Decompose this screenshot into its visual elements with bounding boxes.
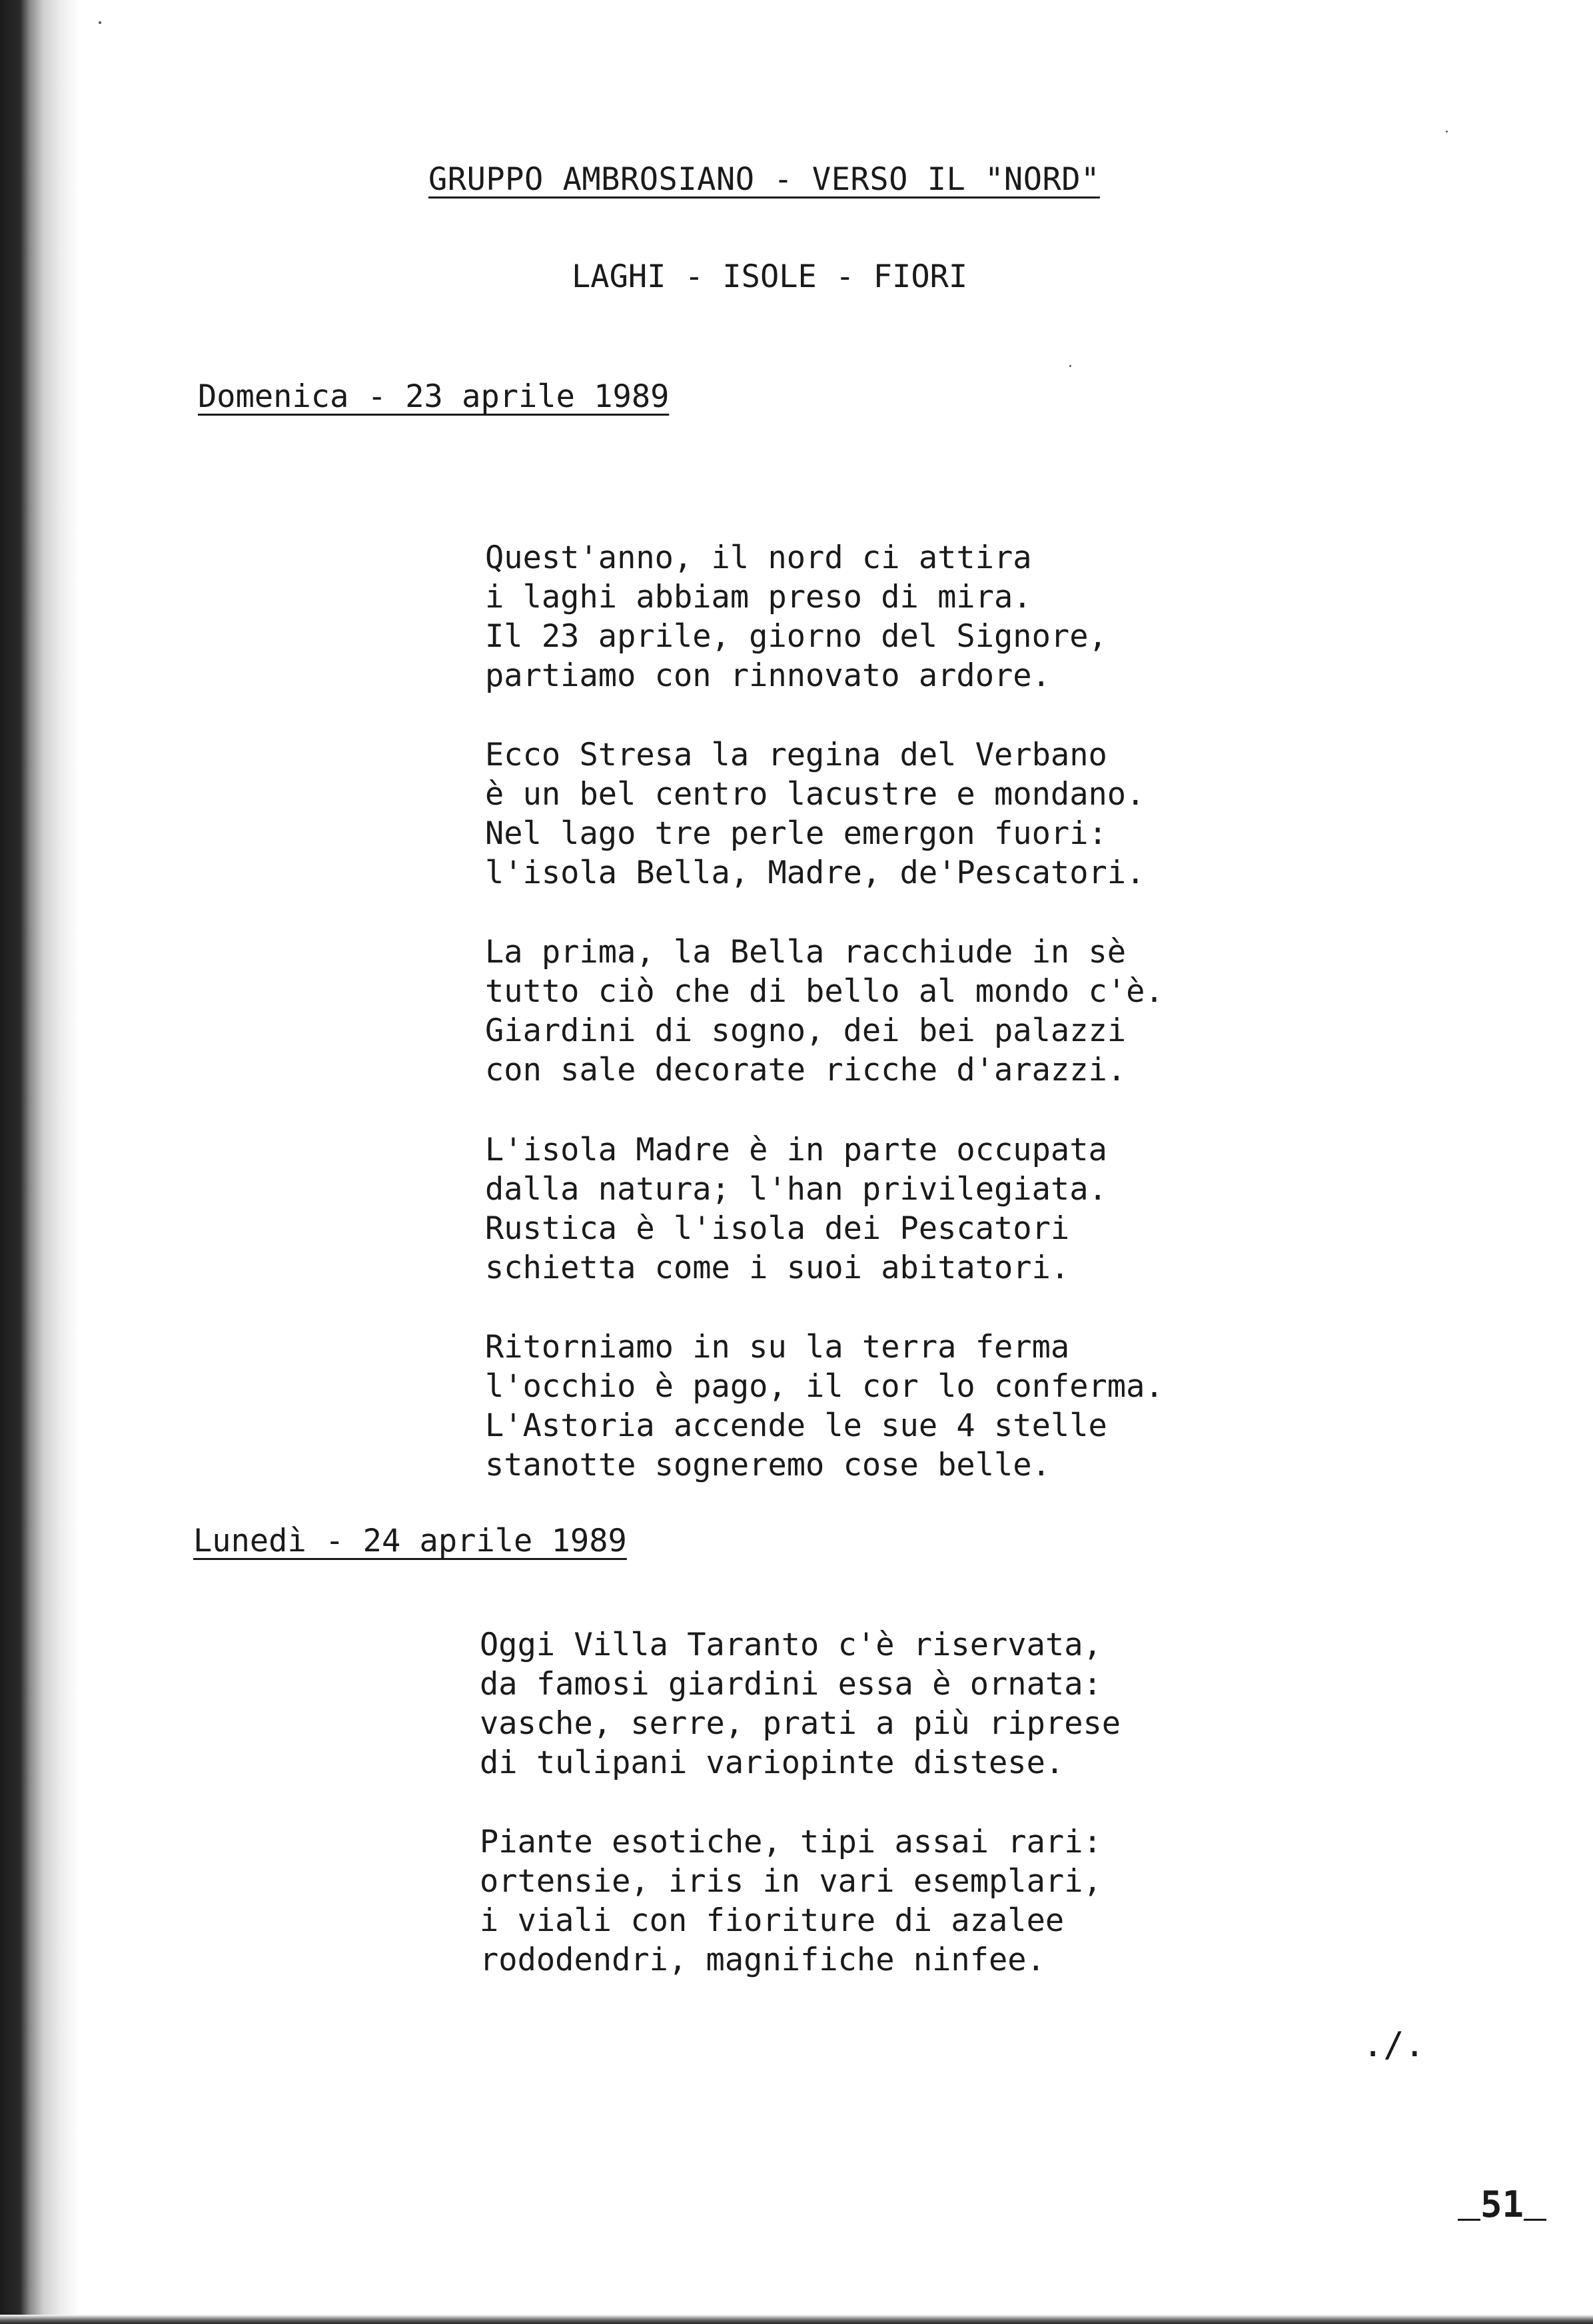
poem-line: La prima, la Bella racchiude in sè — [485, 934, 1127, 970]
poem-line: Piante esotiche, tipi assai rari: — [480, 1824, 1102, 1860]
poem-line: Quest'anno, il nord ci attira — [485, 540, 1032, 576]
poem-line: vasche, serre, prati a più riprese — [480, 1705, 1121, 1742]
poem-stanza — [480, 1822, 1102, 1980]
poem-line: è un bel centro lacustre e mondano. — [485, 776, 1145, 813]
poem-line: Giardini di sogno, dei bei palazzi — [485, 1012, 1127, 1049]
page-number-dash-left — [1458, 2219, 1480, 2221]
poem-stanza — [485, 538, 1107, 695]
poem-stanza — [485, 735, 1145, 893]
poem-line: L'isola Madre è in parte occupata — [485, 1132, 1107, 1168]
poem-line: dalla natura; l'han privilegiata. — [485, 1171, 1107, 1208]
poem-line: i laghi abbiam preso di mira. — [485, 579, 1032, 615]
poem-line: Rustica è l'isola dei Pescatori — [485, 1210, 1070, 1247]
scan-speck — [99, 21, 101, 24]
poem-line: di tulipani variopinte distese. — [480, 1744, 1065, 1781]
poem-line: Ecco Stresa la regina del Verbano — [485, 737, 1107, 773]
poem-line: ortensie, iris in vari esemplari, — [480, 1863, 1102, 1900]
document-title: GRUPPO AMBROSIANO - VERSO IL "NORD" — [428, 161, 1100, 198]
poem-stanza — [485, 1130, 1107, 1288]
poem-line: Nel lago tre perle emergon fuori: — [485, 815, 1107, 852]
poem-line: da famosi giardini essa è ornata: — [480, 1666, 1102, 1703]
poem-line: l'isola Bella, Madre, de'Pescatori. — [485, 855, 1145, 891]
day-heading-monday: Lunedì - 24 aprile 1989 — [193, 1523, 627, 1559]
poem-stanza — [480, 1625, 1121, 1782]
poem-line: schietta come i suoi abitatori. — [485, 1250, 1070, 1286]
poem-line: rododendri, magnifiche ninfee. — [480, 1942, 1045, 1978]
poem-line: i viali con fioriture di azalee — [480, 1902, 1065, 1939]
day-heading-sunday: Domenica - 23 aprile 1989 — [198, 378, 670, 415]
poem-line: stanotte sogneremo cose belle. — [485, 1447, 1051, 1483]
page-number-dash-right — [1524, 2219, 1546, 2221]
poem-line: tutto ciò che di bello al mondo c'è. — [485, 973, 1164, 1010]
poem-line: Ritorniamo in su la terra ferma — [485, 1329, 1070, 1365]
poem-line: partiamo con rinnovato ardore. — [485, 657, 1051, 694]
scan-speck — [1069, 365, 1071, 367]
scan-speck — [1446, 131, 1448, 133]
document-subtitle: LAGHI - ISOLE - FIORI — [572, 258, 968, 295]
poem-line: L'Astoria accende le sue 4 stelle — [485, 1407, 1107, 1444]
poem-line: con sale decorate ricche d'arazzi. — [485, 1052, 1127, 1088]
page-number — [1458, 2183, 1546, 2225]
poem-stanza — [485, 933, 1164, 1090]
poem-line: Oggi Villa Taranto c'è riservata, — [480, 1627, 1102, 1663]
poem-line: Il 23 aprile, giorno del Signore, — [485, 618, 1107, 655]
page-number-value: 51 — [1480, 2183, 1524, 2225]
continuation-mark: ./. — [1362, 2025, 1425, 2065]
poem-line: l'occhio è pago, il cor lo conferma. — [485, 1368, 1164, 1405]
poem-stanza — [485, 1328, 1164, 1485]
